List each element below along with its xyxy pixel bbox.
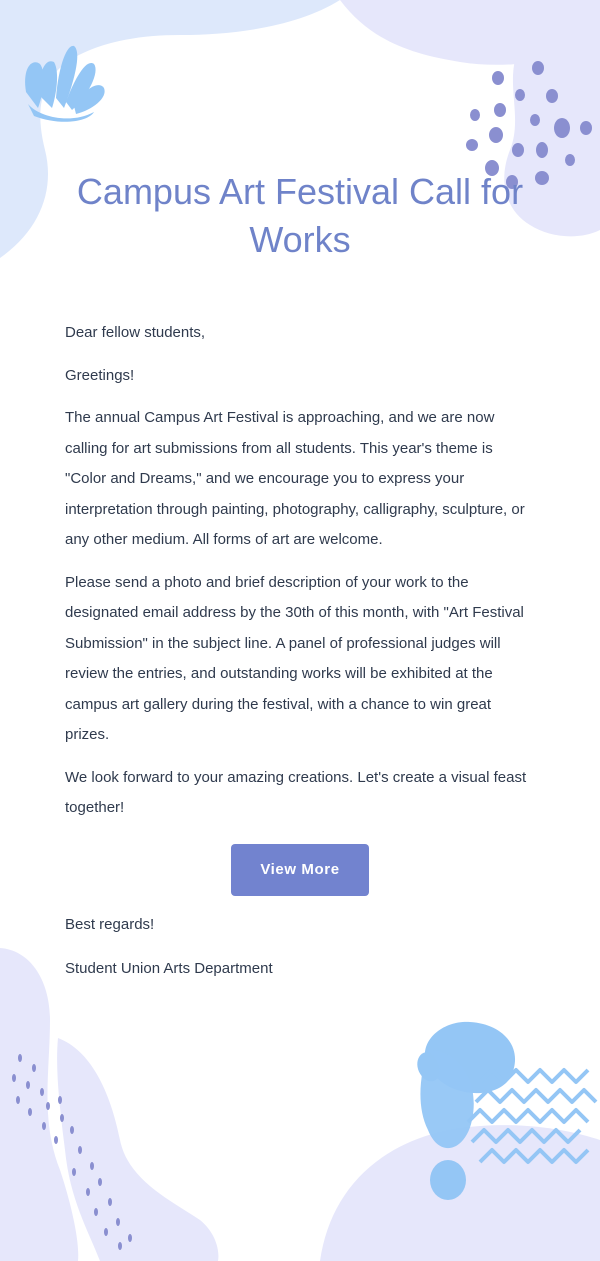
page-title: Campus Art Festival Call for Works xyxy=(76,171,524,260)
email-body xyxy=(65,318,535,999)
greeting: Greetings! xyxy=(65,366,135,384)
salutation: Dear fellow students, xyxy=(65,324,206,341)
bottom-right-decoration xyxy=(320,1010,600,1261)
body-paragraph: Please send a photo and brief description of your work to the designated email address by the 30th of this month, with "Art Festival Submission" in the subject line. A panel of professional judges will review the entries, and outstanding works will be exhibited at the campus art gallery during the festival, with a chance to win great prizes. xyxy=(65,573,524,743)
cta-container xyxy=(65,844,535,896)
signature: Student Union Arts Department xyxy=(65,960,273,977)
closing: Best regards! xyxy=(65,915,155,933)
view-more-button[interactable]: View More xyxy=(231,844,369,896)
body-paragraph: We look forward to your amazing creations. Let's create a visual feast together! xyxy=(65,768,527,816)
bottom-left-decoration xyxy=(0,940,230,1261)
body-paragraph: The annual Campus Art Festival is approaching, and we are now calling for art submissions from all students. This year's theme is "Color and Dreams," and we encourage you to express your interpretation through painting, photography, calligraphy, sculpture, or any other medium. All forms of art are welcome. xyxy=(65,409,525,548)
